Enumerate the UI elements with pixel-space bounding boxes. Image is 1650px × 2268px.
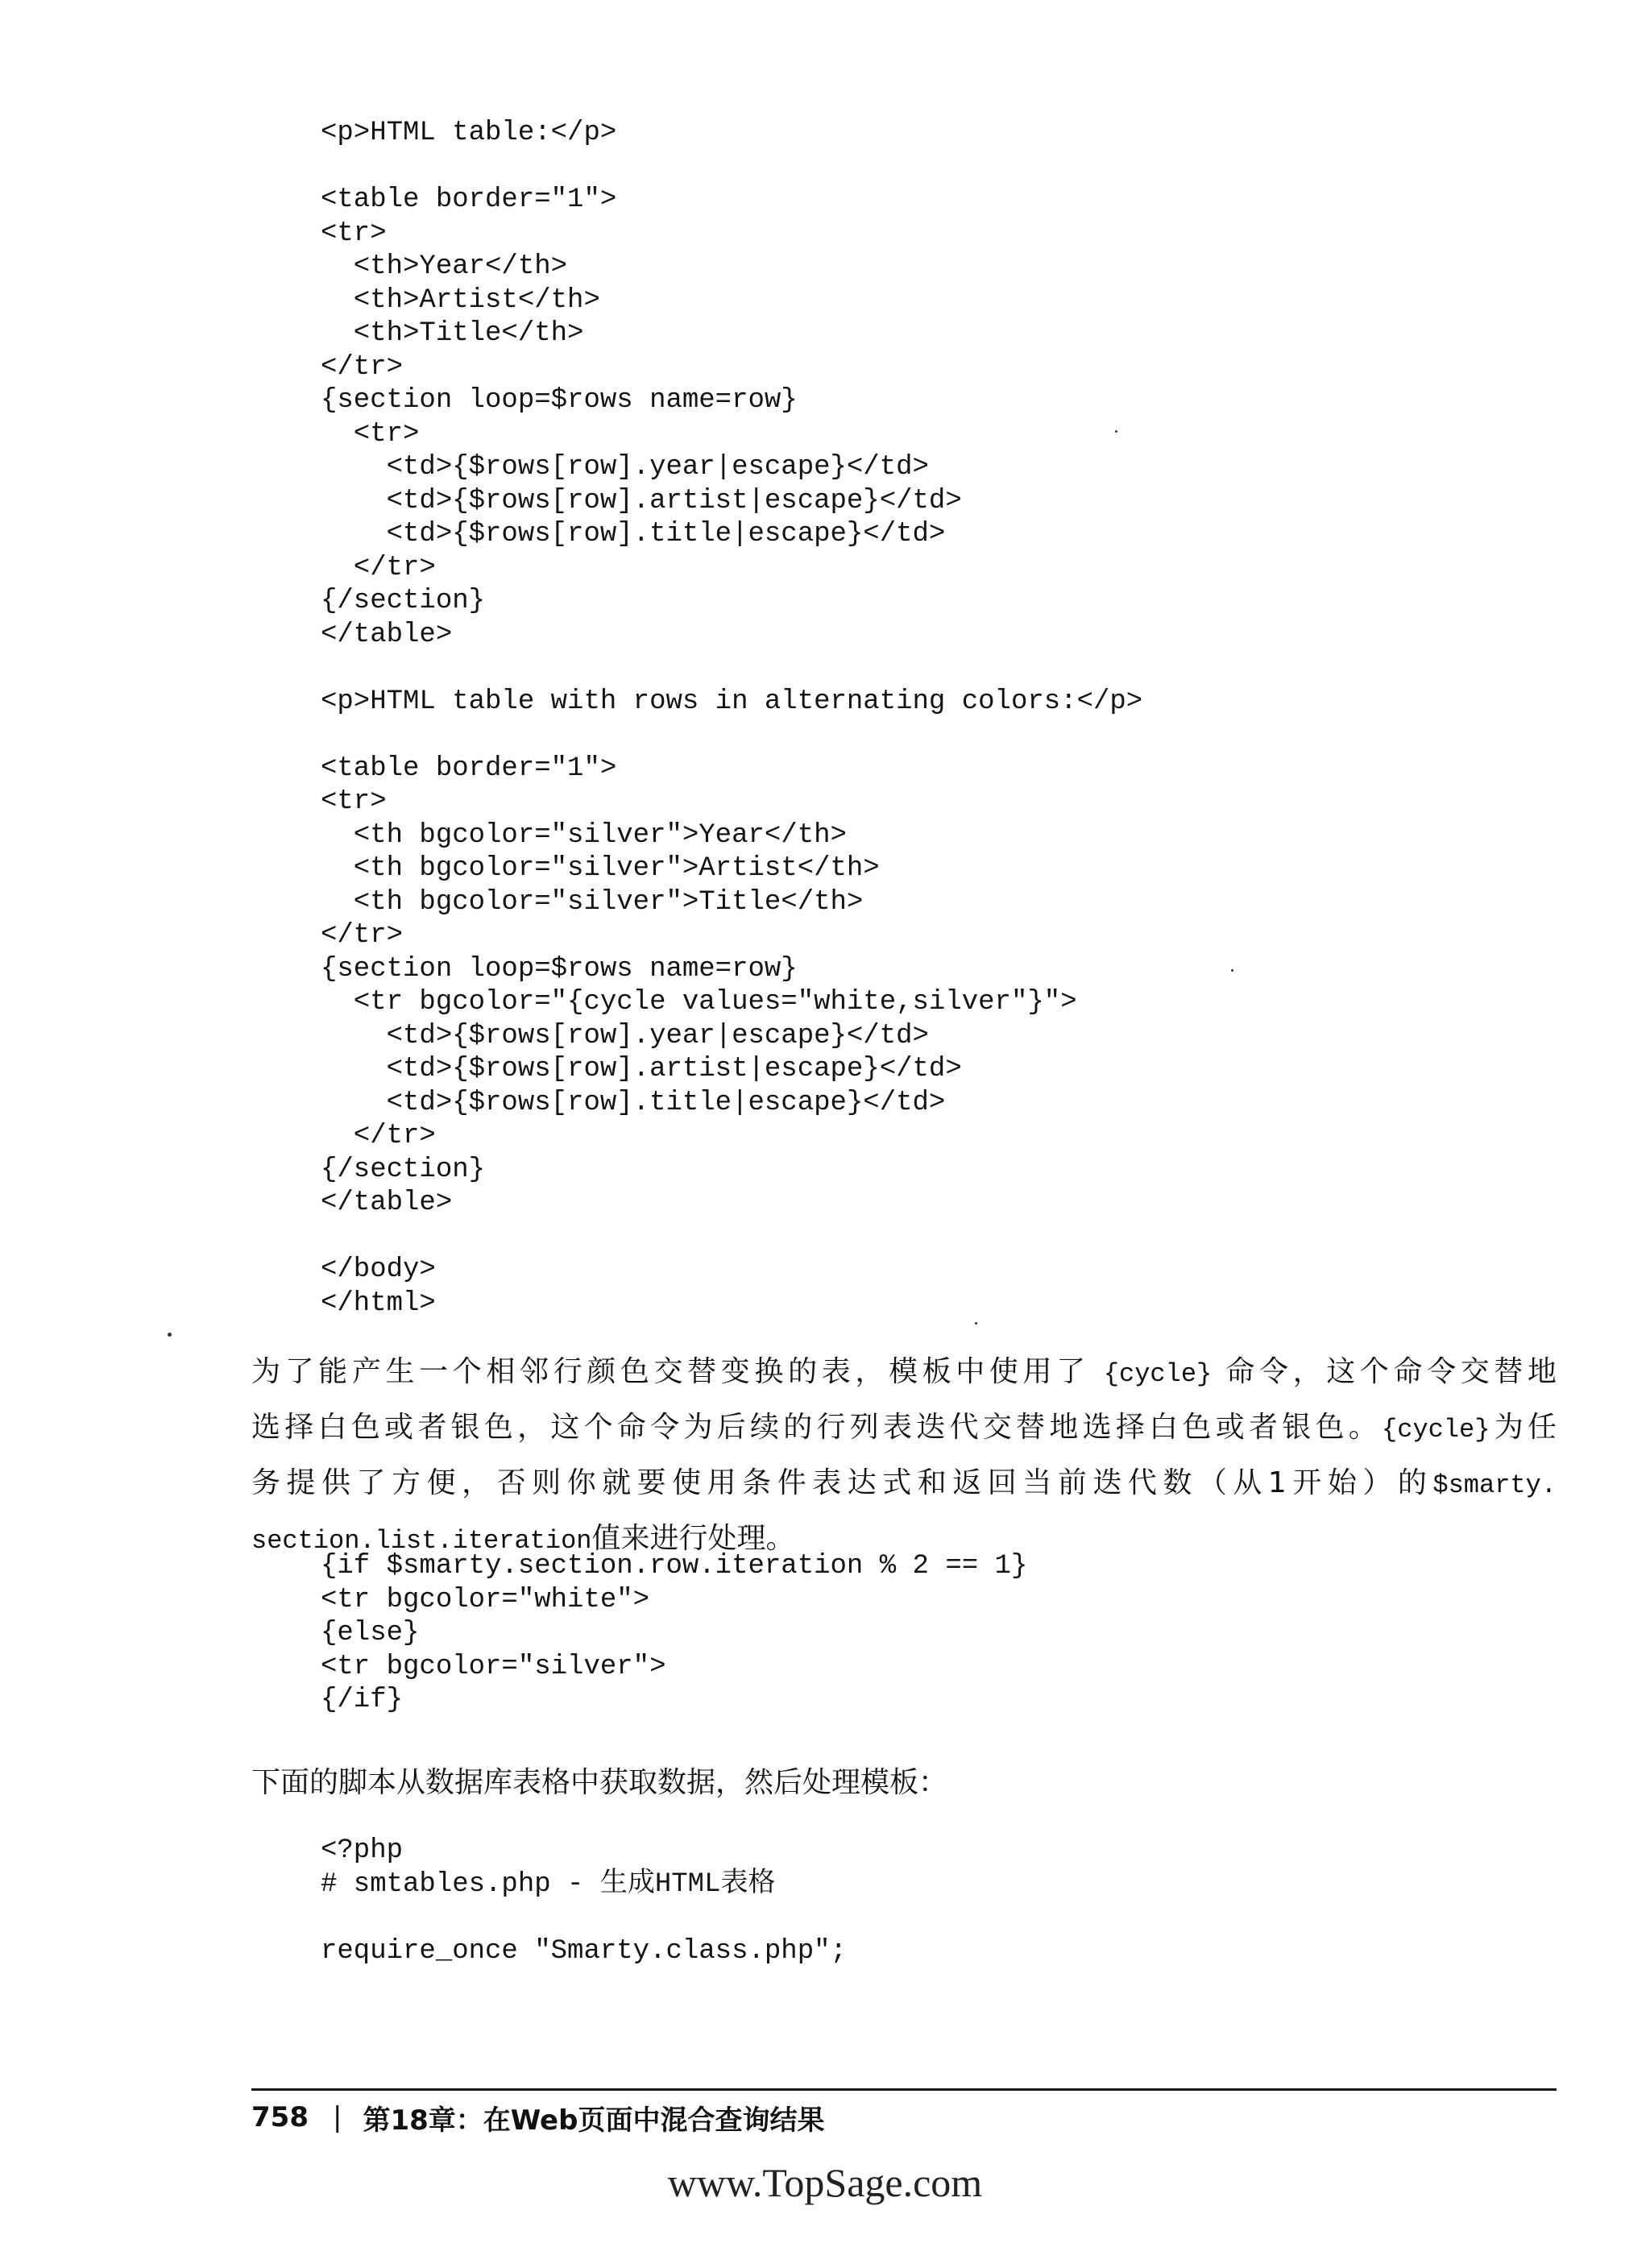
scan-speck (1231, 969, 1233, 972)
code-block-templates: <p>HTML table:</p> <table border="1"> <tr> <th>Year</th> <th>Artist</th> <th>Title</th> </tr> {section loop=$rows name=row} <tr> <td>{$rows[row].year|escape}</td> <td>{$rows[row].artist|escape}</td> <td>{$rows[row].title|escape}</td> </tr> {/section} </table> <p>HTML table with rows in alternating colors:</p> <table border="1"> <tr> <th bgcolor="silver">Year</th> <th bgcolor="silver">Artist</th> <th bgcolor="silver">Title</th> </tr> {section loop=$rows name=row} <tr bgcolor="{cycle values="white,silver"}"> <td>{$rows[row].year|escape}</td> <td>{$rows[row].artist|escape}</td> <td>{$rows[row].title|escape}</td> </tr> {/section} </table> </body> </html> (321, 118, 1143, 1319)
watermark: www.TopSage.com (667, 2160, 983, 2205)
inline-code: {cycle} (1103, 1359, 1213, 1389)
code-block-php-script: <?php # smtables.php - 生成HTML表格 require_once "Smarty.class.php"; (321, 1835, 847, 1967)
page-number: 758 (251, 2101, 309, 2133)
paragraph-line: 为了能产生一个相邻行颜色交替变换的表，模板中使用了 {cycle} 命令，这个命令交替地 (251, 1355, 1557, 1389)
scan-speck (168, 1333, 172, 1337)
paragraph-line: section.list.iteration值来进行处理。 (251, 1522, 795, 1556)
body-paragraph-script-intro: 下面的脚本从数据库表格中获取数据，然后处理模板： (251, 1766, 948, 1799)
scan-speck (975, 1322, 977, 1325)
inline-code: section.list.iteration (251, 1526, 592, 1556)
paragraph-line: 选择白色或者银色，这个命令为后续的行列表迭代交替地选择白色或者银色。{cycle}为任 (251, 1411, 1557, 1445)
code-block-if-else: {if $smarty.section.row.iteration % 2 == 1} <tr bgcolor="white"> {else} <tr bgcolor="silver"> {/if} (321, 1551, 1028, 1715)
inline-code: {cycle} (1382, 1415, 1490, 1445)
footer-separator: | (332, 2101, 342, 2133)
footer-rule (251, 2088, 1557, 2091)
inline-code: $smarty. (1432, 1470, 1557, 1500)
scan-speck (1115, 430, 1117, 433)
page-footer (251, 2093, 824, 2142)
body-paragraph-cycle (251, 1345, 1557, 1568)
paragraph-line: 务提供了方便，否则你就要使用条件表达式和返回当前迭代数（从1开始）的$smarty. (251, 1466, 1557, 1500)
chapter-title: 第18章：在Web页面中混合查询结果 (363, 2104, 825, 2137)
